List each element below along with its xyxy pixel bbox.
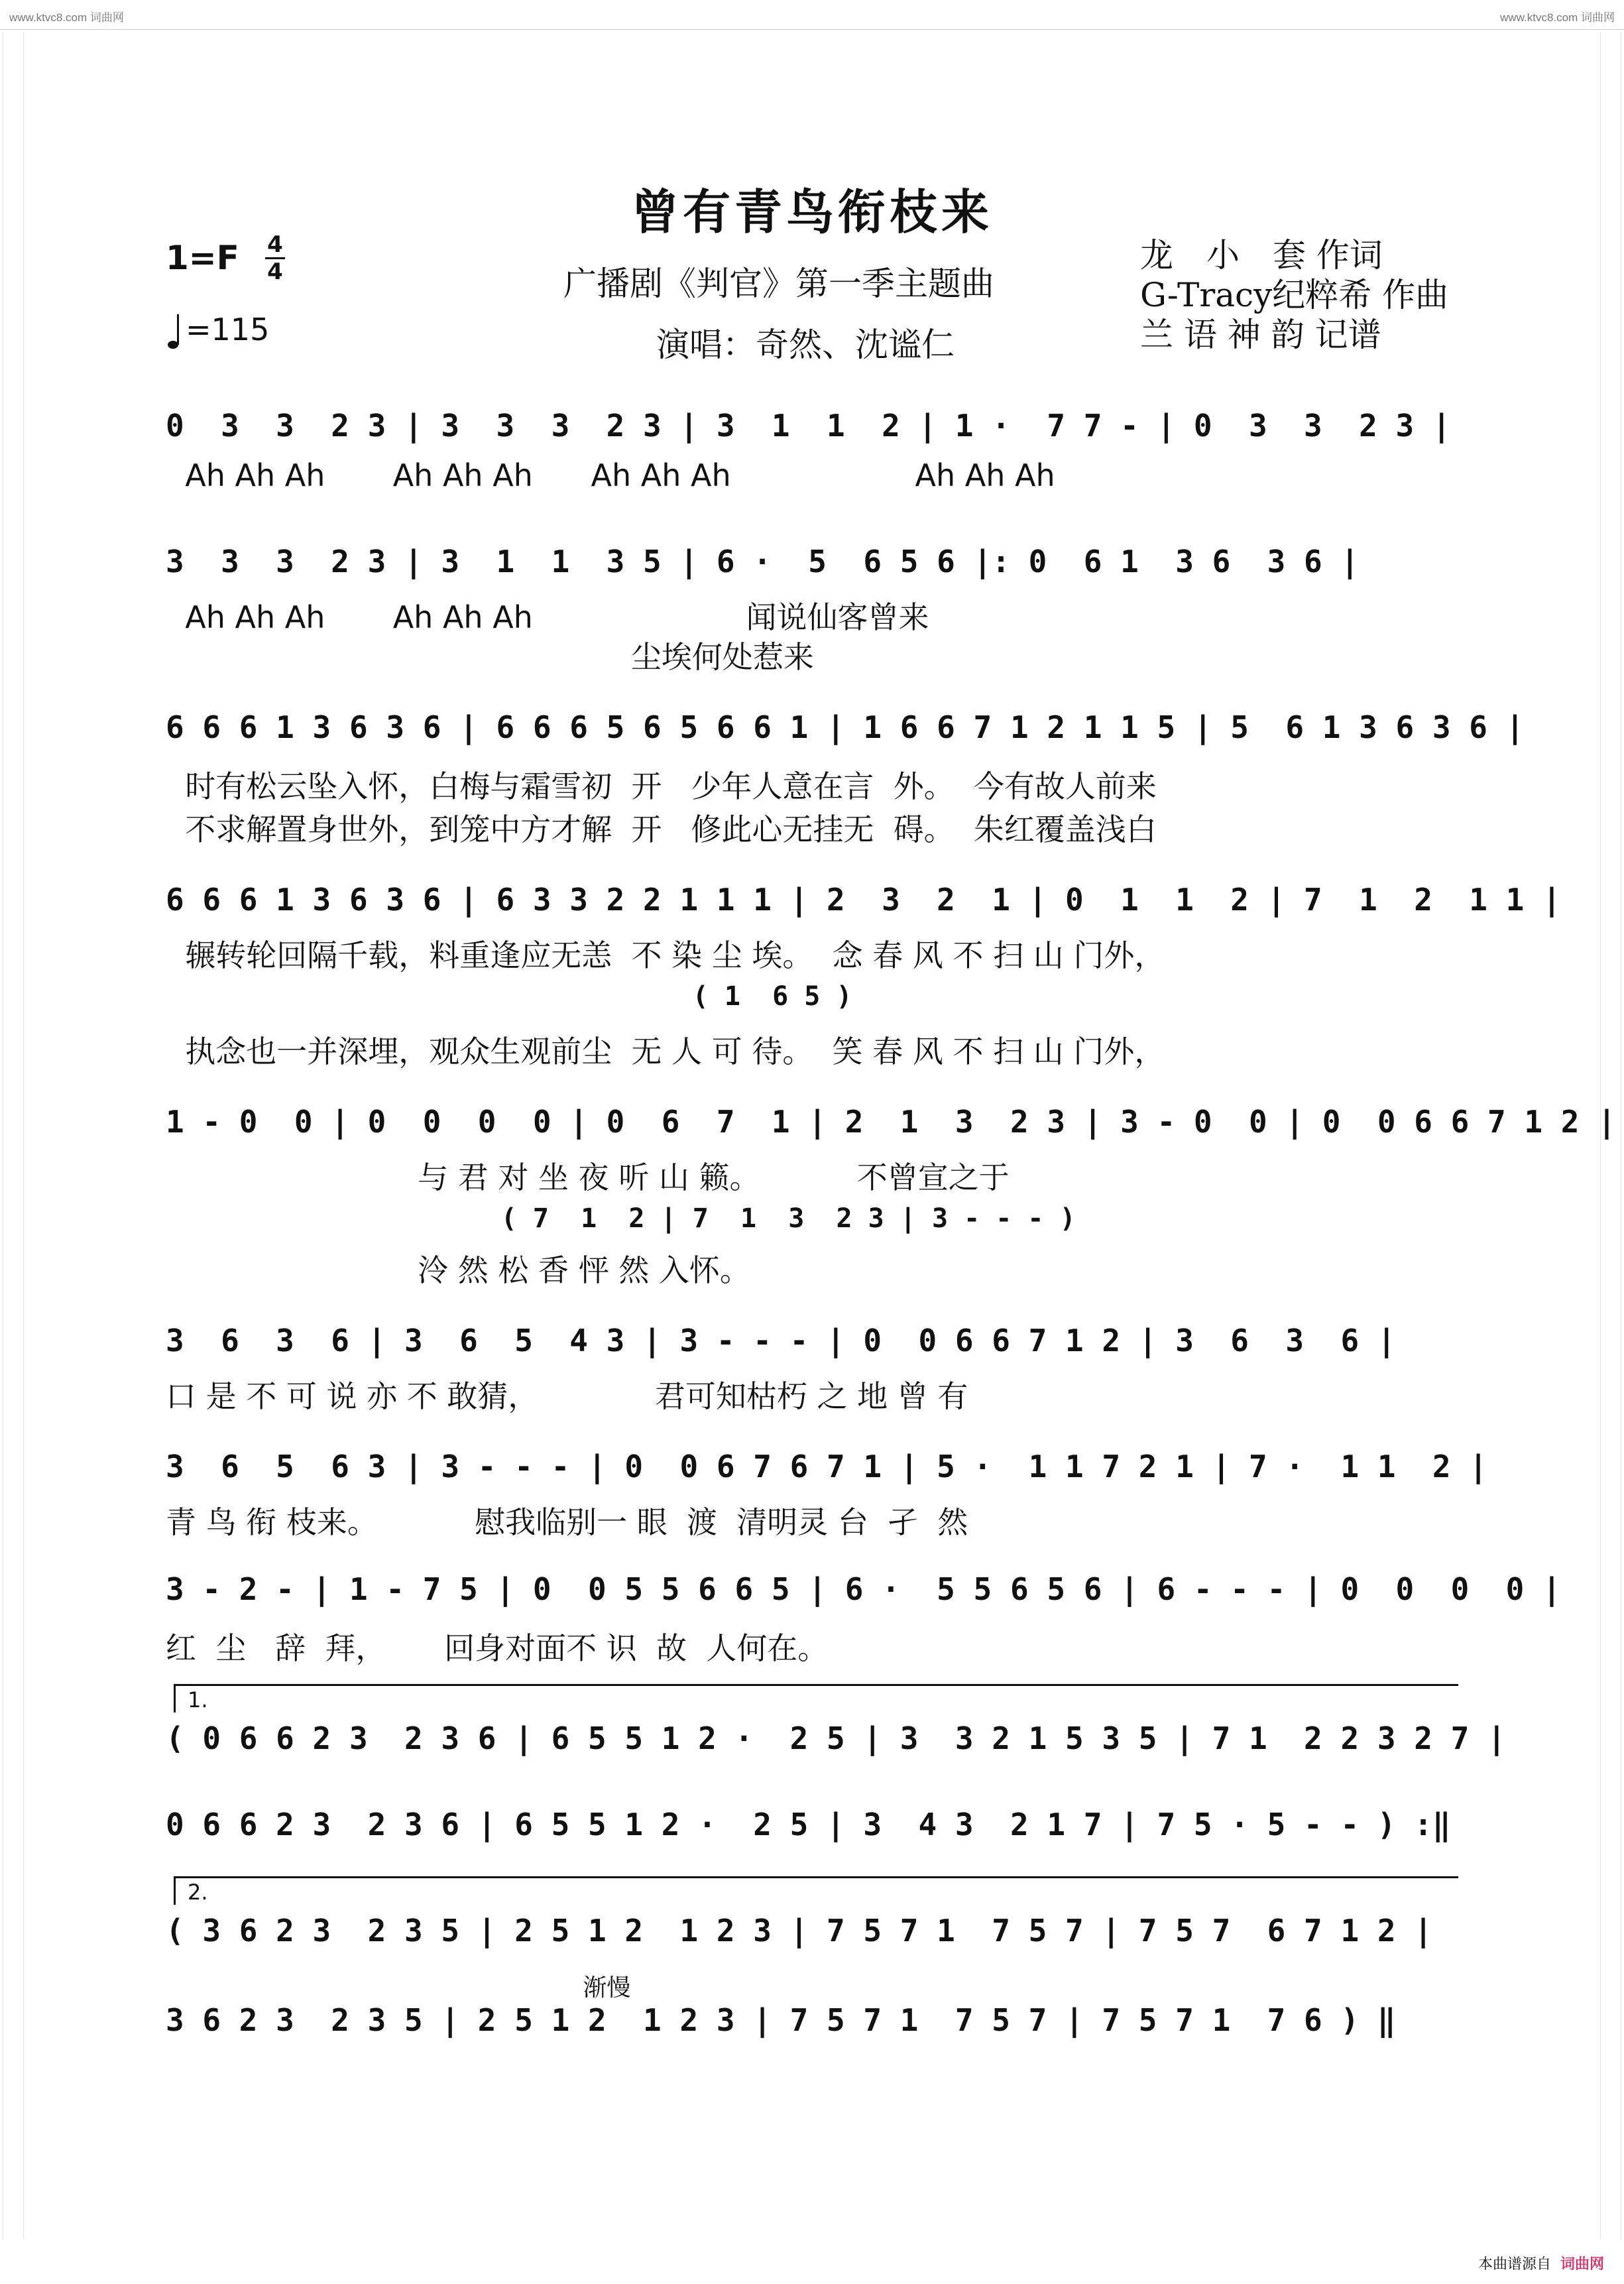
notation-row: 3 6 3 6 | 3 6 5 4 3 | 3 - - - | 0 0 6 6 7 1 2 | 3 6 3 6 |	[166, 1323, 1396, 1358]
lyric-row: 红 尘 辞 拜， 回身对面不 识 故 人何在。	[166, 1630, 829, 1666]
volta-label: 1.	[188, 1687, 208, 1713]
time-signature-top: 4	[267, 231, 283, 258]
watermark-strip-left	[3, 32, 24, 2240]
credit-composer: G-Tracy纪粹希 作曲	[1140, 276, 1449, 314]
volta-label: 2.	[188, 1880, 208, 1905]
volta-bracket-first-ending	[174, 1684, 1458, 1713]
lyric-row: 不求解置身世外，到笼中方才解 开 修此心无挂无 碍。 朱红覆盖浅白	[166, 811, 1157, 847]
tempo-marking: =115	[186, 312, 270, 347]
watermark-footer-brand: 词曲网	[1560, 2256, 1604, 2273]
lyric-row: 青 鸟 衔 枝来。 慰我临别一 眼 渡 清明灵 台 孑 然	[166, 1504, 968, 1540]
notation-row-alternate: ( 1 6 5 )	[166, 981, 852, 1012]
notation-row: 3 - 2 - | 1 - 7 5 | 0 0 5 5 6 6 5 | 6 · 5 5 6 5 6 | 6 - - - | 0 0 0 0 |	[166, 1571, 1561, 1607]
tempo-instruction: 渐慢	[166, 1974, 631, 2002]
lyric-row: 尘埃何处惹来	[166, 639, 814, 675]
lyric-row: 辗转轮回隔千载，料重逢应无恙 不 染 尘 埃。 念 春 风 不 扫 山 门外，	[166, 937, 1165, 973]
notation-row: 0 3 3 2 3 | 3 3 3 2 3 | 3 1 1 2 | 1 · 7 7 - | 0 3 3 2 3 |	[166, 408, 1451, 444]
subtitle: 广播剧《判官》第一季主题曲	[563, 265, 994, 303]
lyric-row: Ah Ah Ah Ah Ah Ah Ah Ah Ah Ah Ah Ah	[166, 457, 1055, 493]
credit-lyricist: 龙 小 套 作词	[1140, 236, 1383, 274]
notation-row-alternate: ( 7 1 2 | 7 1 3 2 3 | 3 - - - )	[166, 1203, 1076, 1234]
singers: 演唱：奇然、沈谧仁	[656, 326, 955, 364]
watermark-top-right: www.ktvc8.com 词曲网	[1500, 11, 1615, 24]
quarter-note-icon	[167, 312, 183, 351]
time-signature	[265, 233, 285, 283]
lyric-row: 口 是 不 可 说 亦 不 敢猜， 君可知枯朽 之 地 曾 有	[166, 1378, 968, 1414]
watermark-bar	[0, 0, 1624, 30]
notation-row: 6 6 6 1 3 6 3 6 | 6 3 3 2 2 1 1 1 | 2 3 2 1 | 0 1 1 2 | 7 1 2 1 1 |	[166, 882, 1561, 918]
notation-row: ( 0 6 6 2 3 2 3 6 | 6 5 5 1 2 · 2 5 | 3 3 2 1 5 3 5 | 7 1 2 2 3 2 7 |	[166, 1720, 1506, 1756]
notation-row: 3 3 3 2 3 | 3 1 1 3 5 | 6 · 5 6 5 6 |: 0 6 1 3 6 3 6 |	[166, 544, 1360, 579]
lyric-row: 与 君 对 坐 夜 听 山 籁。 不曾宣之于	[166, 1160, 1010, 1195]
volta-bracket-second-ending	[174, 1876, 1458, 1905]
notation-row: 3 6 2 3 2 3 5 | 2 5 1 2 1 2 3 | 7 5 7 1 7 5 7 | 7 5 7 1 7 6 ) ‖	[166, 2002, 1396, 2038]
lyric-row: Ah Ah Ah Ah Ah Ah 闻说仙客曾来	[166, 599, 929, 635]
notation-row: 1 - 0 0 | 0 0 0 0 | 0 6 7 1 | 2 1 3 2 3 | 3 - 0 0 | 0 0 6 6 7 1 2 |	[166, 1104, 1616, 1140]
notation-row: 3 6 5 6 3 | 3 - - - | 0 0 6 7 6 7 1 | 5 · 1 1 7 2 1 | 7 · 1 1 2 |	[166, 1449, 1487, 1484]
notation-row: 6 6 6 1 3 6 3 6 | 6 6 6 5 6 5 6 6 1 | 1 6 6 7 1 2 1 1 5 | 5 6 1 3 6 3 6 |	[166, 709, 1525, 745]
credit-transcriber: 兰 语 神 韵 记谱	[1140, 316, 1381, 354]
notation-row: 0 6 6 2 3 2 3 6 | 6 5 5 1 2 · 2 5 | 3 4 3 2 1 7 | 7 5 · 5 - - ) :‖	[166, 1807, 1451, 1842]
lyric-row: 执念也一并深埋，观众生观前尘 无 人 可 待。 笑 春 风 不 扫 山 门外，	[166, 1034, 1165, 1069]
song-title: 曾有青鸟衔枝来	[630, 184, 993, 240]
notation-row: ( 3 6 2 3 2 3 5 | 2 5 1 2 1 2 3 | 7 5 7 1 7 5 7 | 7 5 7 6 7 1 2 |	[166, 1913, 1432, 1949]
lyric-row: 泠 然 松 香 怦 然 入怀。	[166, 1252, 750, 1288]
lyric-row: 时有松云坠入怀，白梅与霜雪初 开 少年人意在言 外。 今有故人前来	[166, 768, 1157, 804]
key-signature: 1=F	[166, 239, 239, 277]
watermark-footer-source: 本曲谱源自	[1478, 2256, 1551, 2273]
watermark-top-left: www.ktvc8.com 词曲网	[9, 11, 124, 24]
time-signature-bottom: 4	[267, 259, 283, 285]
